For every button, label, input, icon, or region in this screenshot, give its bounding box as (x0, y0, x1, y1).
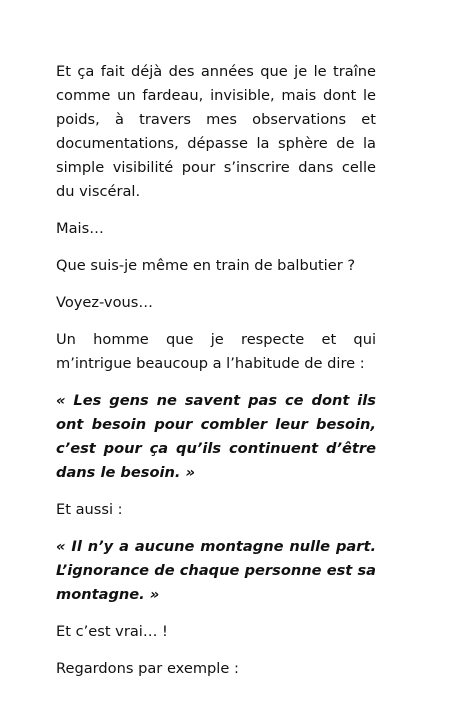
paragraph-voyez-vous: Voyez-vous… (56, 294, 153, 311)
paragraph-homme-respecte: Un homme que je respecte et qui m’intrigue beaucoup a l’habitude de dire : (56, 331, 376, 372)
paragraph-regardons: Regardons par exemple : (56, 660, 239, 677)
document-page (56, 60, 376, 694)
paragraph-et-aussi: Et aussi : (56, 501, 123, 518)
paragraph-mais: Mais… (56, 220, 104, 237)
paragraph-balbutier: Que suis-je même en train de balbutier ? (56, 257, 356, 274)
quote-besoin: « Les gens ne savent pas ce dont ils ont besoin pour combler leur besoin, c’est pour ça qu’ils continuent d’être dans le besoin. » (56, 392, 376, 481)
quote-montagne: « Il n’y a aucune montagne nulle part. L’ignorance de chaque personne est sa montagne. » (56, 538, 376, 603)
paragraph-cest-vrai: Et c’est vrai… ! (56, 623, 168, 640)
paragraph-fardeau: Et ça fait déjà des années que je le traîne comme un fardeau, invisible, mais dont le poids, à travers mes observations et documentations, dépasse la sphère de la simple visibilité pour s’inscrire dans celle du viscéral. (56, 63, 376, 200)
